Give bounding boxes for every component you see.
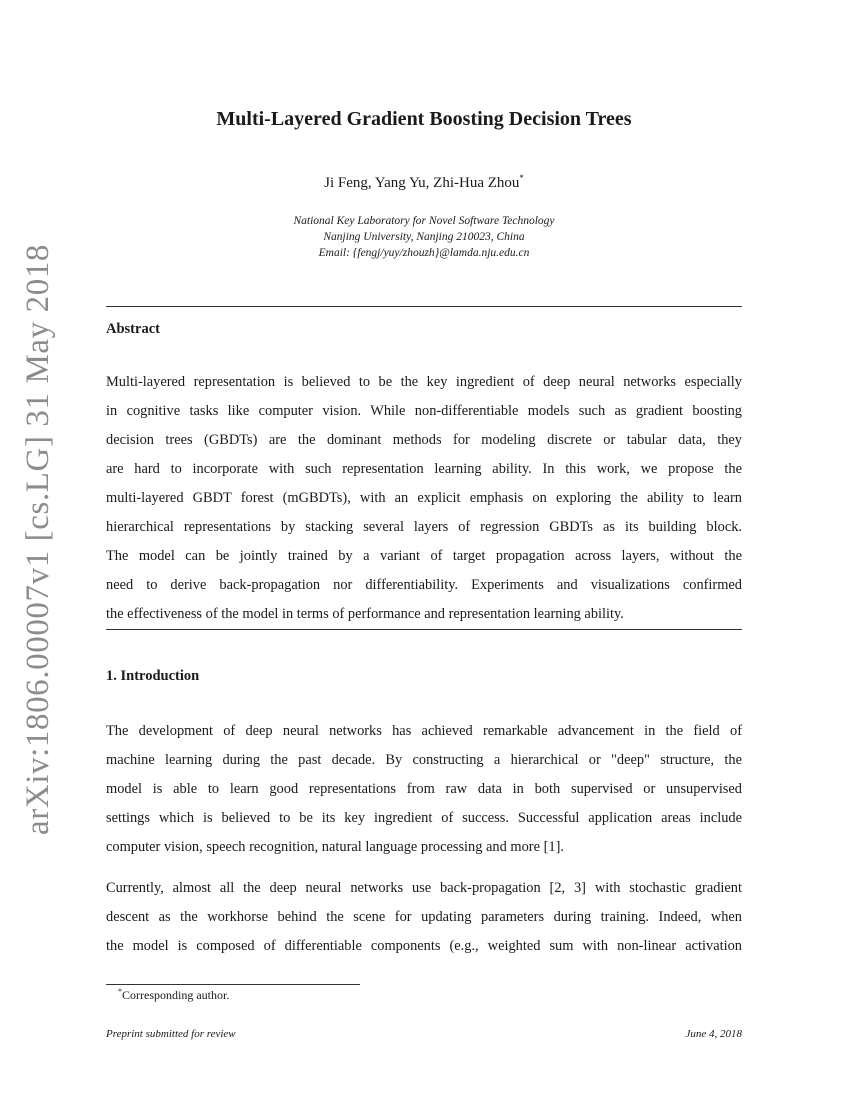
- introduction-heading: 1. Introduction: [106, 668, 200, 684]
- footnote-marker: *: [118, 987, 122, 996]
- abstract-line: are hard to incorporate with such representation learning ability. In this work, we propose the: [106, 461, 742, 477]
- corresponding-author-marker: *: [519, 173, 524, 183]
- abstract-line: hierarchical representations by stacking several layers of regression GBDTs as its building block.: [106, 519, 742, 535]
- abstract-paragraph: [106, 368, 742, 629]
- body-line: machine learning during the past decade. By constructing a hierarchical or "deep" structure, the: [106, 752, 742, 768]
- footnote-rule: [106, 984, 360, 985]
- footnote-text: Corresponding author.: [122, 988, 230, 1002]
- body-line: The development of deep neural networks has achieved remarkable advancement in the field of: [106, 723, 742, 739]
- abstract-line: decision trees (GBDTs) are the dominant methods for modeling discrete or tabular data, they: [106, 432, 742, 448]
- author-names: Ji Feng, Yang Yu, Zhi-Hua Zhou: [324, 175, 520, 191]
- arxiv-identifier-stamp: [20, 243, 58, 835]
- footnote: [118, 987, 229, 1003]
- abstract-line: The model can be jointly trained by a variant of target propagation across layers, without the: [106, 548, 742, 564]
- abstract-bottom-rule: [106, 629, 742, 630]
- abstract-line: need to derive back-propagation nor differentiability. Experiments and visualizations confirmed: [106, 577, 742, 593]
- abstract-top-rule: [106, 306, 742, 307]
- body-line: Currently, almost all the deep neural networks use back-propagation [2, 3] with stochastic gradient: [106, 880, 742, 896]
- arxiv-identifier-text: arXiv:1806.00007v1 [cs.LG] 31 May 2018: [20, 243, 57, 835]
- affiliation-block: [106, 213, 742, 261]
- affiliation-line: National Key Laboratory for Novel Software Technology: [293, 215, 555, 227]
- author-list: [106, 173, 742, 192]
- abstract-line: in cognitive tasks like computer vision. While non-differentiable models such as gradient boosting: [106, 403, 742, 419]
- body-line: computer vision, speech recognition, natural language processing and more [1].: [106, 839, 564, 855]
- footer-date: June 4, 2018: [685, 1028, 742, 1040]
- body-line: the model is composed of differentiable components (e.g., weighted sum with non-linear activation: [106, 938, 742, 954]
- introduction-paragraph-1: [106, 717, 742, 862]
- body-line: settings which is believed to be its key ingredient of success. Successful application areas include: [106, 810, 742, 826]
- footer-preprint-note: Preprint submitted for review: [106, 1028, 236, 1040]
- body-line: descent as the workhorse behind the scene for updating parameters during training. Indeed, when: [106, 909, 742, 925]
- affiliation-email: Email: {fengj/yuy/zhouzh}@lamda.nju.edu.cn: [318, 247, 530, 259]
- abstract-heading: Abstract: [106, 321, 160, 337]
- introduction-paragraph-2: [106, 874, 742, 961]
- abstract-line: Multi-layered representation is believed to be the key ingredient of deep neural networks especially: [106, 374, 742, 390]
- abstract-line: the effectiveness of the model in terms of performance and representation learning ability.: [106, 606, 624, 622]
- abstract-line: multi-layered GBDT forest (mGBDTs), with an explicit emphasis on exploring the ability to learn: [106, 490, 742, 506]
- body-line: model is able to learn good representations from raw data in both supervised or unsupervised: [106, 781, 742, 797]
- affiliation-line: Nanjing University, Nanjing 210023, China: [323, 231, 525, 243]
- paper-title: Multi-Layered Gradient Boosting Decision Trees: [216, 108, 632, 130]
